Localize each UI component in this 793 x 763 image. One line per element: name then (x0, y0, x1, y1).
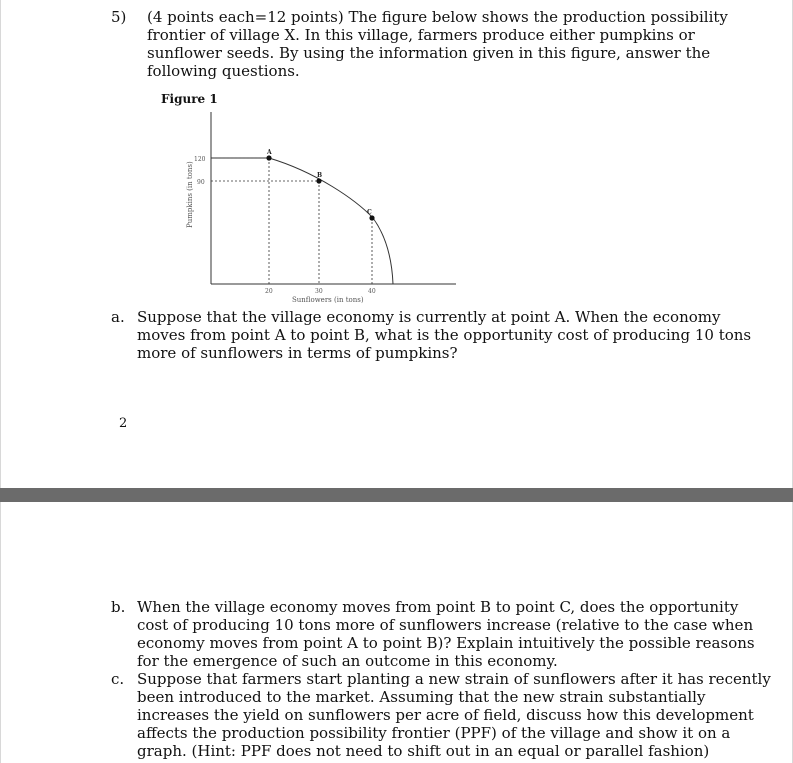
ppf-figure (1, 0, 792, 320)
question-number: 5) (111, 8, 127, 26)
x-tick-label: 30 (315, 288, 323, 295)
point-b-label: B (317, 172, 323, 179)
page-number: 2 (119, 416, 128, 431)
part-b-text (137, 598, 755, 670)
part-c-line: graph. (Hint: PPF does not need to shift out in an equal or parallel fashion) (137, 742, 710, 760)
y-axis-label: Pumpkins (in tons) (186, 161, 194, 228)
question-line: frontier of village X. In this village, farmers produce either pumpkins or (147, 26, 695, 44)
document-page-2 (0, 502, 793, 763)
part-a-letter: a. (111, 308, 125, 326)
y-tick-label: 120 (194, 156, 206, 163)
part-a-line: more of sunflowers in terms of pumpkins? (137, 344, 458, 362)
question-line: sunflower seeds. By using the information given in this figure, answer the (147, 44, 711, 62)
part-b-line: economy moves from point A to point B)? Explain intuitively the possible reasons (137, 634, 755, 652)
part-c-line: Suppose that farmers start planting a new strain of sunflowers after it has recently (137, 670, 771, 688)
part-a-line: Suppose that the village economy is currently at point A. When the economy (137, 308, 721, 326)
part-b-letter: b. (111, 598, 126, 616)
point-a-label: A (267, 149, 272, 156)
part-b-line: cost of producing 10 tons more of sunflowers increase (relative to the case when (137, 616, 754, 634)
part-a-line: moves from point A to point B, what is the opportunity cost of producing 10 tons (137, 326, 752, 344)
part-c-line: increases the yield on sunflowers per acre of field, discuss how this development (137, 706, 754, 724)
figure-title: Figure 1 (161, 92, 218, 106)
point-a (266, 155, 271, 160)
part-c-letter: c. (111, 670, 125, 688)
part-b-line: When the village economy moves from point B to point C, does the opportunity (137, 598, 739, 616)
x-tick-label: 20 (265, 288, 273, 295)
part-c-line: been introduced to the market. Assuming that the new strain substantially (137, 688, 706, 706)
question-line: following questions. (147, 62, 300, 80)
part-c-line: affects the production possibility frontier (PPF) of the village and show it on a (137, 724, 731, 742)
ppf-curve (211, 158, 393, 284)
x-axis-label: Sunflowers (in tons) (292, 296, 364, 304)
page-separator (0, 488, 793, 502)
part-a-text (137, 308, 751, 362)
point-c (369, 215, 374, 220)
part-b-line: for the emergence of such an outcome in this economy. (137, 652, 558, 670)
y-tick-label: 90 (197, 179, 205, 186)
question-line: (4 points each=12 points) The figure below shows the production possibility (147, 8, 728, 26)
point-c-label: C (367, 209, 372, 216)
part-c-text (137, 670, 771, 760)
point-b (316, 178, 321, 183)
x-tick-label: 40 (368, 288, 376, 295)
